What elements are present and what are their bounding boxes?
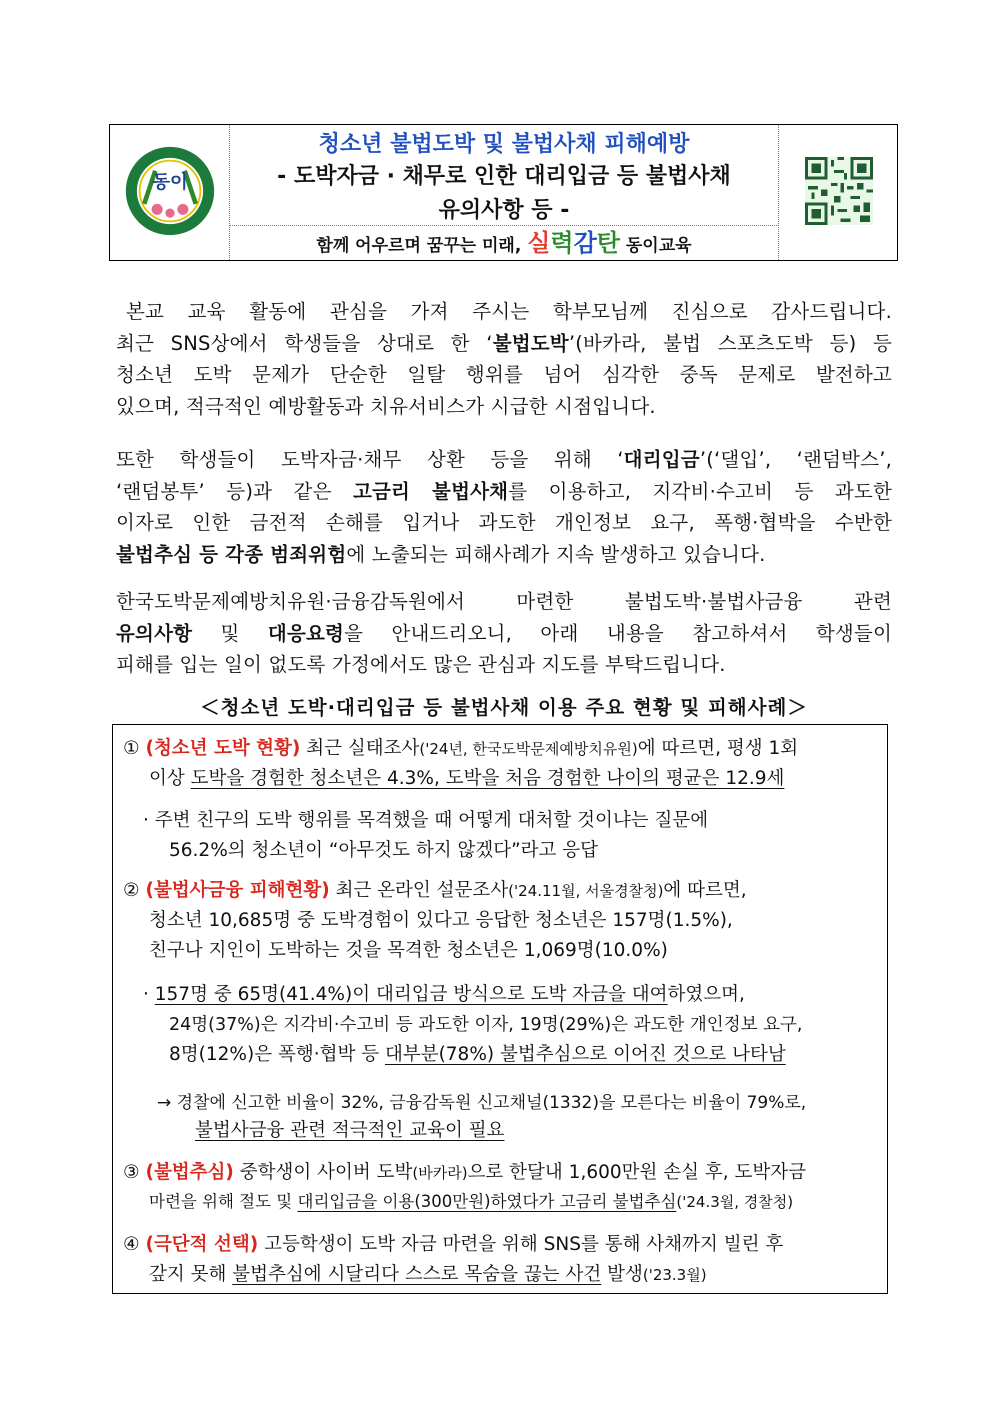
para1-line3: 청소년 도박 문제가 단순한 일탈 행위를 넘어 심각한 중독 문제로 발전하고 [116, 363, 892, 386]
case2-collection-stat: 대부분(78%) 불법추심으로 이어진 것으로 나타남 [384, 1044, 786, 1065]
case1-line2: 이상 도박을 경험한 청소년은 4.3%, 도박을 처음 경험한 나이의 평균은 12.9세 [149, 768, 785, 789]
cases-caption: ＜청소년 도박·대리입금 등 불법사채 이용 주요 현황 및 피해사례＞ [200, 696, 808, 719]
case4-key-fact: 불법추심에 시달리다 스스로 목숨을 끊는 사건 [232, 1264, 602, 1285]
intro-paragraph-2 [116, 444, 892, 570]
school-logo-icon [124, 145, 216, 237]
para1-line1: 본교 교육 활동에 관심을 가져 주시는 학부모님께 진심으로 감사드립니다. [126, 300, 892, 323]
case2-bullet-line1: · 157명 중 65명(41.4%)이 대리입금 방식으로 도박 자금을 대여하였으며, [143, 984, 745, 1005]
cases-box [112, 724, 888, 1294]
case2-bullet-line2: 24명(37%)은 지각비·수고비 등 과도한 이자, 19명(29%)은 과도한 개인정보 요구, [169, 1015, 803, 1035]
case1-bullet-line2: 56.2%의 청소년이 “아무것도 하지 않겠다”라고 응답 [169, 840, 599, 861]
keyword-crime-risk: 불법추심 등 각종 범죄위험 [116, 542, 347, 566]
slogan-tan: 탄 [596, 229, 620, 257]
case2-line1: ② (불법사금융 피해현황) 최근 온라인 설문조사('24.11월, 서울경찰청)에 따르면, [123, 880, 747, 901]
case4-tag: (극단적 선택) [145, 1234, 259, 1255]
qr-cell [778, 125, 897, 260]
page-subtitle-line2: 유의사항 등 - [438, 198, 570, 223]
case2-line3: 친구나 지인이 도박하는 것을 목격한 청소년은 1,069명(10.0%) [149, 940, 668, 961]
para3-line2: 유의사항 및 대응요령을 안내드리오니, 아래 내용을 참고하셔서 학생들이 [116, 621, 892, 645]
case4-line1: ④ (극단적 선택) 고등학생이 도박 자금 마련을 위해 SNS를 통해 사채까지 빌린 후 [123, 1234, 784, 1255]
case2-arrow-line2 [195, 1117, 504, 1145]
page-subtitle-line1: - 도박자금 · 채무로 인한 대리입금 등 불법사채 [277, 164, 731, 189]
keyword-precautions: 유의사항 [116, 621, 193, 645]
para3-line3: 피해를 입는 일이 없도록 가정에서도 많은 관심과 지도를 부탁드립니다. [116, 653, 726, 676]
slogan-gam: 감 [573, 229, 597, 257]
para2-line1: 또한 학생들이 도박자금·채무 상환 등을 위해 ‘대리입금’(‘댈입’, ‘랜덤박스’, [116, 448, 892, 471]
case4-line2: 갚지 못해 불법추심에 시달리다 스스로 목숨을 끊는 사건 발생('23.3월) [149, 1264, 707, 1285]
case1-key-stat: 도박을 경험한 청소년은 4.3%, 도박을 처음 경험한 나이의 평균은 12.9세 [190, 768, 785, 789]
case2-arrow-line1: → 경찰에 신고한 비율이 32%, 금융감독원 신고채널(1332)을 모른다는 비율이 79%로, [157, 1093, 807, 1113]
case3-tag: (불법추심) [145, 1162, 234, 1183]
keyword-illegal-gambling: 불법도박 [492, 331, 569, 355]
school-logo-cell [110, 125, 230, 260]
header-title-area [229, 125, 779, 260]
logo-center-text: 동이 [152, 172, 188, 194]
keyword-high-interest-loan: 고금리 불법사채 [352, 479, 509, 503]
case2-key-stat: 157명 중 65명(41.4%)이 대리입금 방식으로 도박 자금을 대여 [154, 984, 668, 1005]
keyword-response-guide: 대응요령 [267, 621, 345, 645]
page-title: 청소년 불법도박 및 불법사채 피해예방 [318, 132, 690, 157]
para2-line2: ‘랜덤봉투’ 등)과 같은 고금리 불법사채를 이용하고, 지각비·수고비 등 과도한 [116, 479, 892, 503]
case1-bullet-line1: · 주변 친구의 도박 행위를 목격했을 때 어떻게 대처할 것이냐는 질문에 [143, 810, 709, 831]
case2-bullet-line3: 8명(12%)은 폭행·협박 등 대부분(78%) 불법추심으로 이어진 것으로 나타남 [169, 1044, 786, 1065]
case3-key-fact: 대리입금을 이용(300만원)하였다가 고금리 불법추심 [297, 1192, 677, 1211]
para2-line3: 이자로 인한 금전적 손해를 입거나 과도한 개인정보 요구, 폭행·협박을 수반한 [116, 511, 892, 534]
intro-paragraph-1 [116, 296, 892, 422]
slogan-suffix: 동이교육 [625, 236, 692, 256]
school-slogan [229, 225, 779, 261]
intro-paragraph-3 [116, 586, 892, 681]
case3-line2: 마련을 위해 절도 및 대리입금을 이용(300만원)하였다가 고금리 불법추심('24.3월, 경찰청) [149, 1192, 794, 1211]
case1-tag: (청소년 도박 현황) [145, 738, 301, 759]
para1-line4: 있으며, 적극적인 예방활동과 치유서비스가 시급한 시점입니다. [116, 394, 656, 418]
slogan-sil: 실 [527, 229, 551, 257]
para3-line1: 한국도박문제예방치유원·금융감독원에서 마련한 불법도박·불법사금융 관련 [116, 590, 892, 613]
slogan-ryeok: 력 [550, 229, 574, 257]
qr-code-icon[interactable] [805, 157, 873, 225]
case3-line1: ③ (불법추심) 중학생이 사이버 도박(바카라)으로 한달내 1,600만원 손실 후, 도박자금 [123, 1162, 807, 1183]
case2-line2: 청소년 10,685명 중 도박경험이 있다고 응답한 청소년은 157명(1.5%), [149, 910, 733, 931]
slogan-prefix: 함께 어우르며 꿈꾸는 미래, [316, 236, 522, 256]
header-box [109, 124, 898, 261]
keyword-proxy-deposit: 대리입금 [623, 448, 700, 471]
case2-tag: (불법사금융 피해현황) [145, 880, 330, 901]
para1-line2: 최근 SNS상에서 학생들을 상대로 한 ‘불법도박’(바카라, 불법 스포츠도박 등) 등 [116, 331, 892, 355]
case1-line1: ① (청소년 도박 현황) 최근 실태조사('24년, 한국도박문제예방치유원)에 따르면, 평생 1회 [123, 738, 799, 759]
case2-education-need: 불법사금융 관련 적극적인 교육이 필요 [195, 1120, 505, 1141]
para2-line4: 불법추심 등 각종 범죄위험에 노출되는 피해사례가 지속 발생하고 있습니다. [116, 542, 766, 566]
